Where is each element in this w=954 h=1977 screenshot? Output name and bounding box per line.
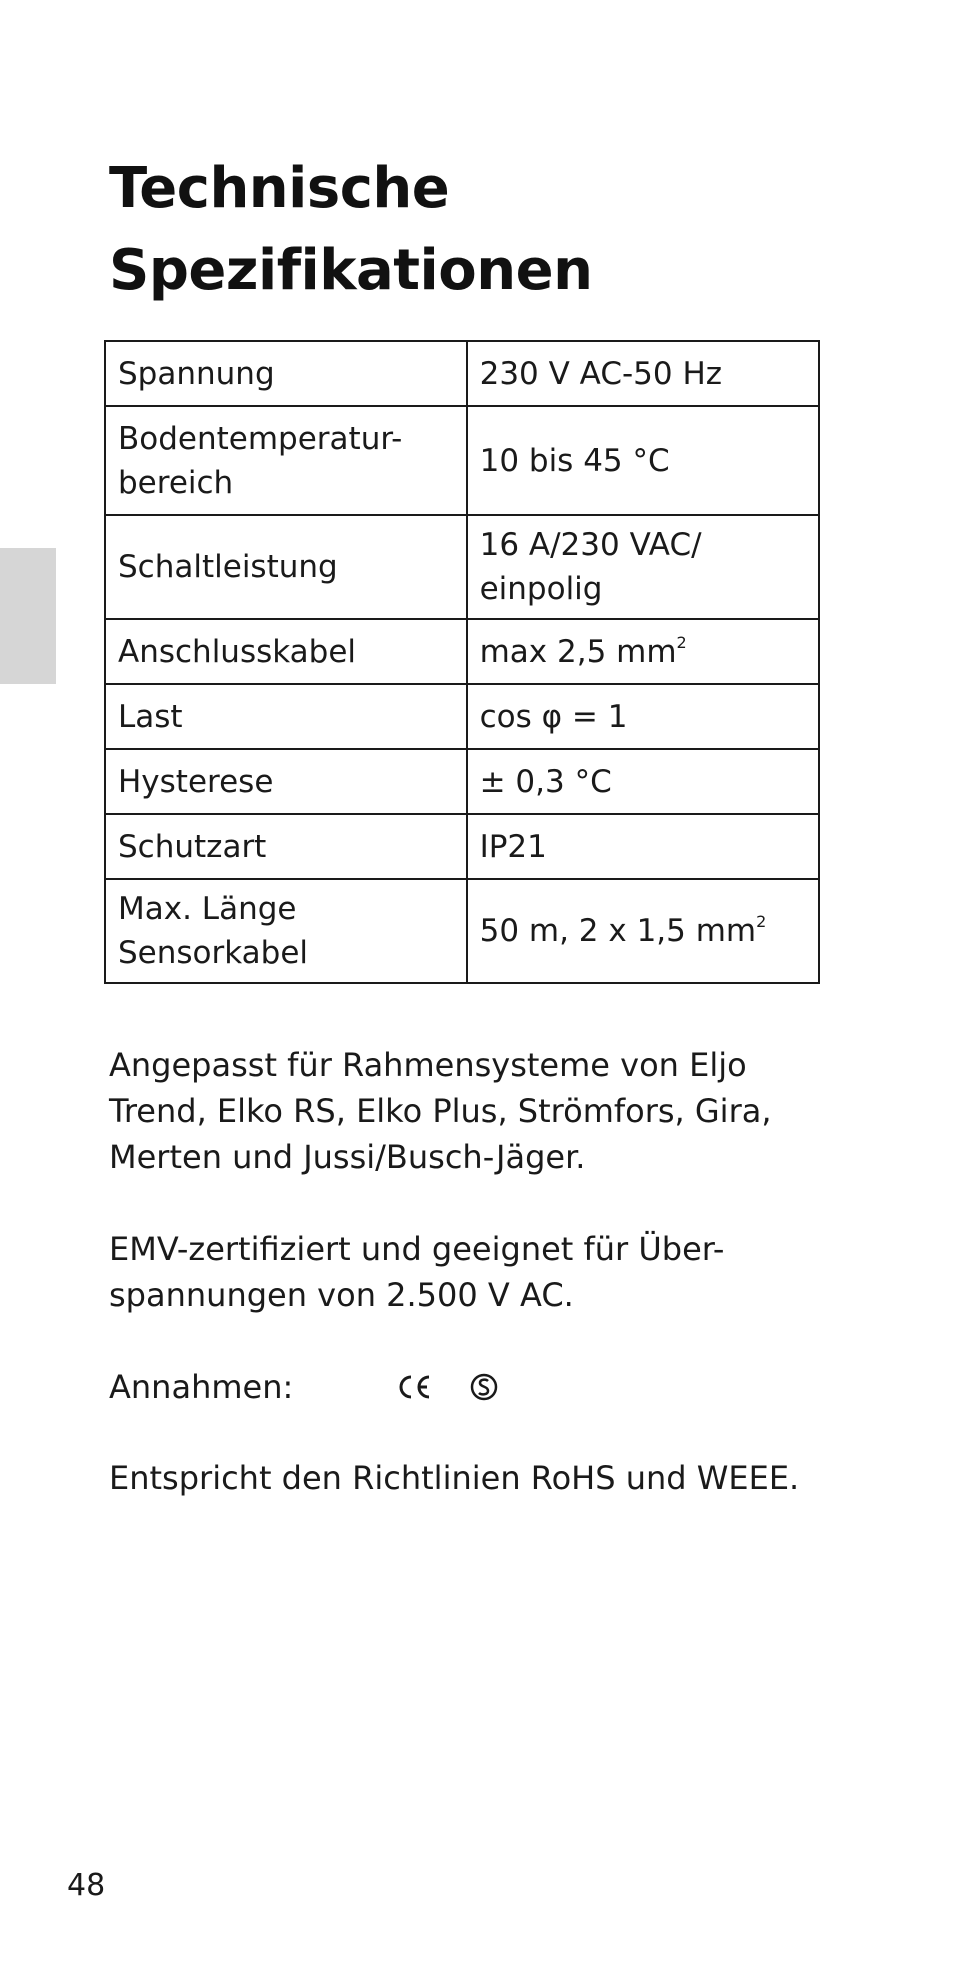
spec-label-line: bereich bbox=[118, 464, 234, 501]
superscript: 2 bbox=[676, 632, 687, 652]
table-row bbox=[105, 814, 819, 879]
emv-paragraph bbox=[109, 1226, 849, 1318]
spec-label bbox=[105, 879, 467, 983]
page-number: 48 bbox=[67, 1868, 106, 1903]
table-row bbox=[105, 684, 819, 749]
spec-label: Last bbox=[105, 684, 467, 749]
spec-label: Spannung bbox=[105, 341, 467, 406]
spec-label: Schutzart bbox=[105, 814, 467, 879]
table-row bbox=[105, 515, 819, 619]
side-tab-marker bbox=[0, 548, 56, 684]
spec-value-line: einpolig bbox=[479, 571, 603, 607]
table-row bbox=[105, 619, 819, 684]
spec-label-line: Max. Länge bbox=[118, 891, 297, 927]
spec-label: Schaltleistung bbox=[105, 515, 467, 619]
page-title-line-2: Spezifikationen bbox=[109, 238, 593, 303]
table-row bbox=[105, 879, 819, 983]
compatibility-paragraph bbox=[109, 1042, 849, 1180]
spec-value bbox=[467, 515, 819, 619]
spec-value-text: max 2,5 mm bbox=[479, 633, 677, 670]
text-line: Angepasst für Rahmensysteme von Eljo bbox=[109, 1046, 747, 1084]
spec-label-line: Bodentemperatur- bbox=[118, 420, 403, 457]
spec-value bbox=[467, 879, 819, 983]
spec-table bbox=[104, 340, 820, 984]
table-row bbox=[105, 749, 819, 814]
spec-value-text: 50 m, 2 x 1,5 mm bbox=[479, 913, 757, 949]
spec-value-line: 16 A/230 VAC/ bbox=[479, 527, 702, 563]
spec-value: cos φ = 1 bbox=[467, 684, 819, 749]
semko-mark-icon bbox=[464, 1367, 504, 1407]
spec-value: IP21 bbox=[467, 814, 819, 879]
spec-value bbox=[467, 619, 819, 684]
spec-label: Anschlusskabel bbox=[105, 619, 467, 684]
text-line: Trend, Elko RS, Elko Plus, Strömfors, Gira, bbox=[109, 1092, 772, 1130]
rohs-paragraph: Entspricht den Richtlinien RoHS und WEEE. bbox=[109, 1459, 800, 1497]
text-line: EMV-zertifiziert und geeignet für Über- bbox=[109, 1230, 725, 1268]
spec-label-line: Sensorkabel bbox=[118, 935, 309, 971]
spec-label bbox=[105, 406, 467, 515]
text-line: Merten und Jussi/Busch-Jäger. bbox=[109, 1138, 586, 1176]
spec-value: 230 V AC-50 Hz bbox=[467, 341, 819, 406]
page-title bbox=[109, 148, 592, 312]
table-row bbox=[105, 406, 819, 515]
page-title-line-1: Technische bbox=[109, 156, 450, 221]
spec-value: ± 0,3 °C bbox=[467, 749, 819, 814]
table-row bbox=[105, 341, 819, 406]
approvals-row bbox=[109, 1364, 849, 1410]
text-line: spannungen von 2.500 V AC. bbox=[109, 1276, 574, 1314]
approvals-label: Annahmen: bbox=[109, 1368, 294, 1406]
ce-mark-icon bbox=[394, 1367, 434, 1407]
spec-label: Hysterese bbox=[105, 749, 467, 814]
spec-value: 10 bis 45 °C bbox=[467, 406, 819, 515]
superscript: 2 bbox=[756, 912, 767, 931]
